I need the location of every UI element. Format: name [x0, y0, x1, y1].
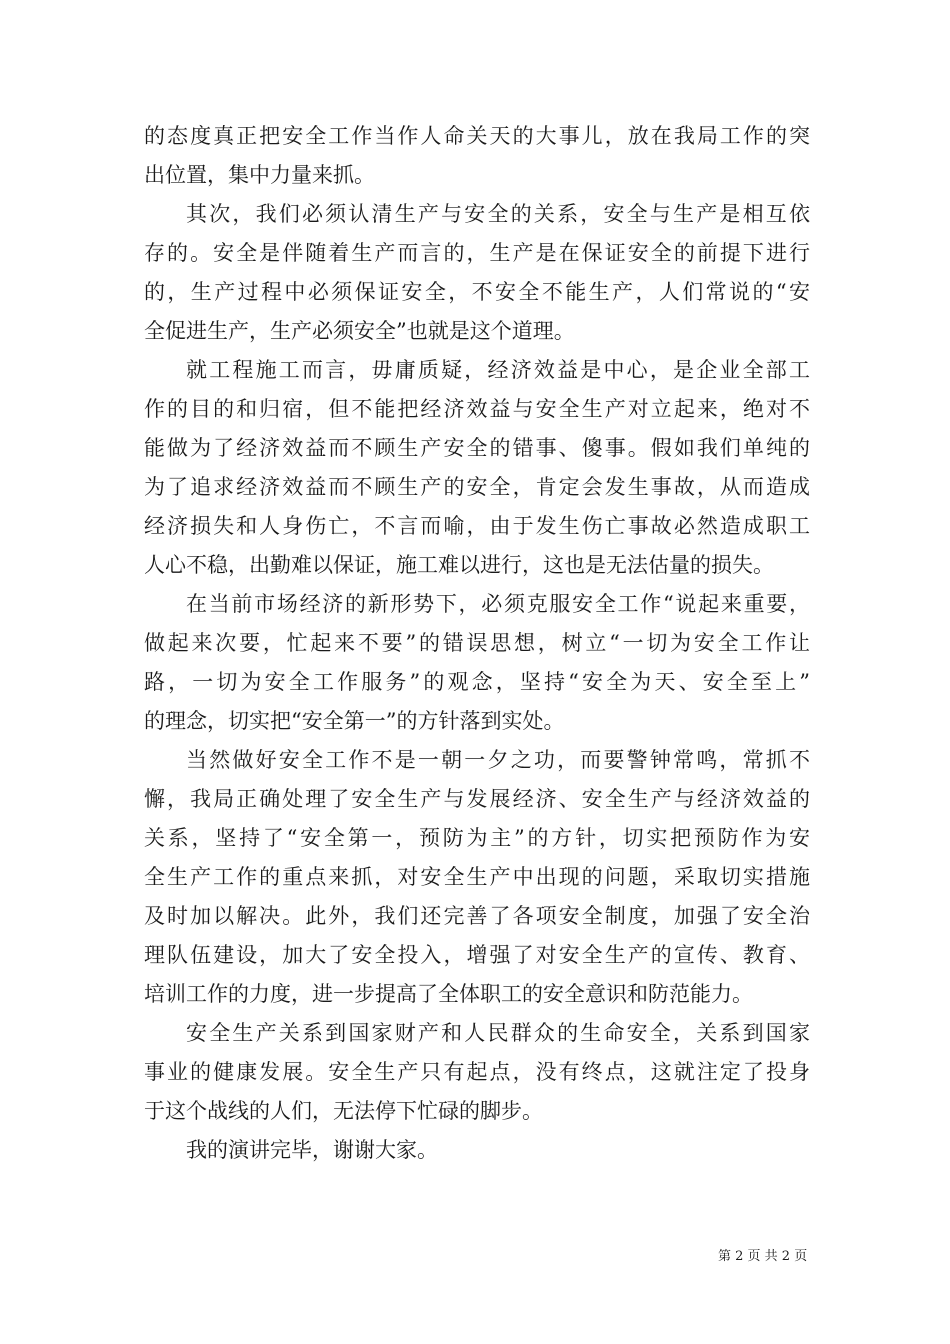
text-line: 为了追求经济效益而不顾生产的安全，肯定会发生事故，从而造成 — [144, 475, 810, 499]
text-line: 的，生产过程中必须保证安全，不安全不能生产，人们常说的“安 — [144, 280, 810, 304]
text-line: 作的目的和归宿，但不能把经济效益与安全生产对立起来，绝对不 — [144, 397, 810, 421]
text-line: 就工程施工而言，毋庸质疑，经济效益是中心，是企业全部工 — [186, 358, 810, 382]
text-line: 关系，坚持了“安全第一，预防为主”的方针，切实把预防作为安 — [144, 826, 810, 850]
text-line: 人心不稳，出勤难以保证，施工难以进行，这也是无法估量的损失。 — [144, 553, 774, 577]
paragraph-3 — [144, 351, 810, 585]
text-line: 安全生产关系到国家财产和人民群众的生命安全，关系到国家 — [186, 1021, 810, 1045]
text-line: 当然做好安全工作不是一朝一夕之功，而要警钟常鸣，常抓不 — [186, 748, 810, 772]
text-line: 我的演讲完毕，谢谢大家。 — [186, 1138, 438, 1162]
text-line: 路，一切为安全工作服务”的观念，坚持“安全为天、安全至上” — [144, 670, 810, 694]
text-line: 及时加以解决。此外，我们还完善了各项安全制度，加强了安全治 — [144, 904, 810, 928]
paragraph-6 — [144, 1014, 810, 1131]
text-line: 懈，我局正确处理了安全生产与发展经济、安全生产与经济效益的 — [144, 787, 810, 811]
document-body — [144, 117, 810, 1170]
text-line: 全生产工作的重点来抓，对安全生产中出现的问题，采取切实措施 — [144, 865, 810, 889]
text-line: 在当前市场经济的新形势下，必须克服安全工作“说起来重要， — [186, 592, 810, 616]
text-line: 培训工作的力度，进一步提高了全体职工的安全意识和防范能力。 — [144, 982, 753, 1006]
text-line: 其次，我们必须认清生产与安全的关系，安全与生产是相互依 — [186, 202, 810, 226]
paragraph-2 — [144, 195, 810, 351]
text-line: 存的。安全是伴随着生产而言的，生产是在保证安全的前提下进行 — [144, 241, 810, 265]
page-number: 第 2 页 共 2 页 — [718, 1249, 808, 1264]
text-line: 的态度真正把安全工作当作人命关天的大事儿，放在我局工作的突 — [144, 124, 810, 148]
text-line: 做起来次要，忙起来不要”的错误思想，树立“一切为安全工作让 — [144, 631, 810, 655]
text-line: 出位置，集中力量来抓。 — [144, 163, 375, 187]
paragraph-4 — [144, 585, 810, 741]
text-line: 经济损失和人身伤亡，不言而喻，由于发生伤亡事故必然造成职工 — [144, 514, 810, 538]
text-line: 的理念，切实把“安全第一”的方针落到实处。 — [144, 709, 565, 733]
text-line: 于这个战线的人们，无法停下忙碌的脚步。 — [144, 1099, 543, 1123]
text-line: 事业的健康发展。安全生产只有起点，没有终点，这就注定了投身 — [144, 1060, 810, 1084]
text-line: 全促进生产，生产必须安全”也就是这个道理。 — [144, 319, 575, 343]
text-line: 能做为了经济效益而不顾生产安全的错事、傻事。假如我们单纯的 — [144, 436, 810, 460]
paragraph-5 — [144, 741, 810, 1014]
text-line: 理队伍建设，加大了安全投入，增强了对安全生产的宣传、教育、 — [144, 943, 810, 967]
paragraph-7 — [144, 1131, 810, 1170]
paragraph-1 — [144, 117, 810, 195]
